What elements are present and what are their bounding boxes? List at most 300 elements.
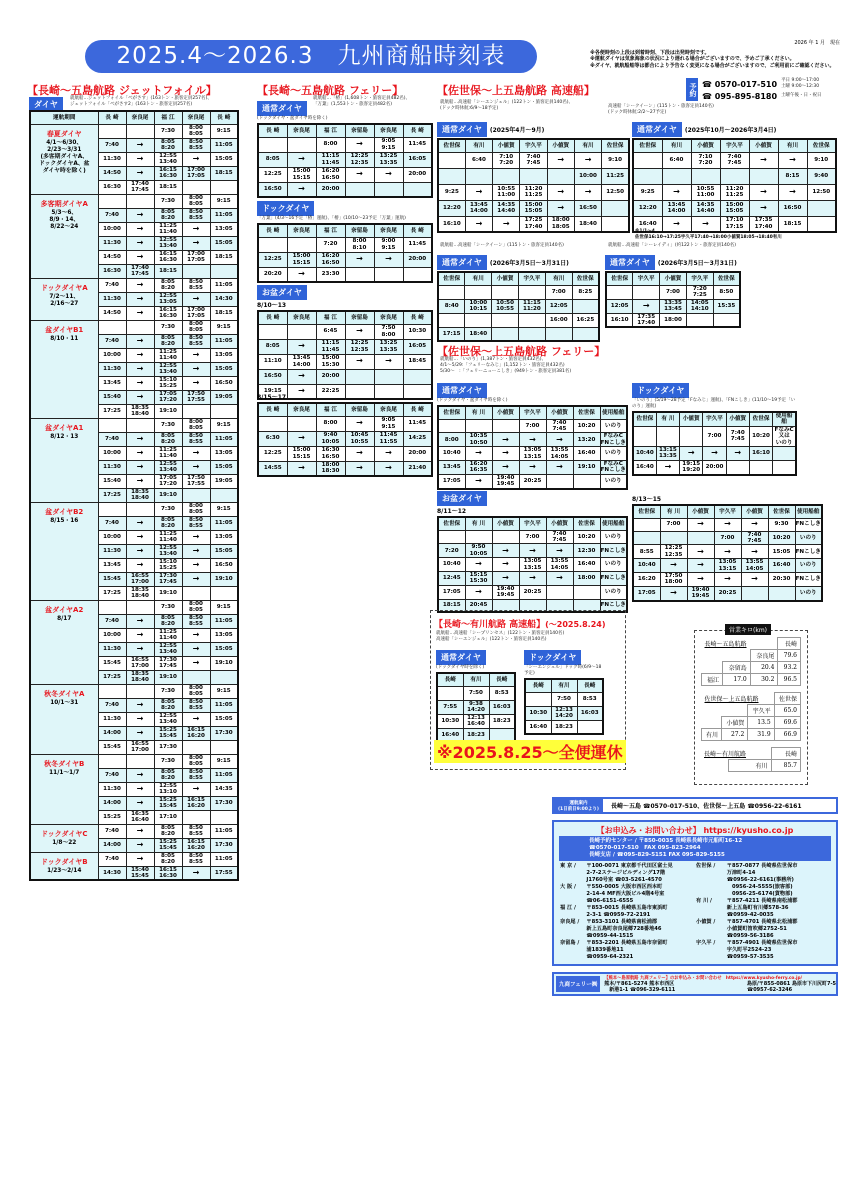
time-cell: 15:45 (98, 572, 126, 586)
arrow-cell: → (660, 586, 687, 600)
table-row (30, 852, 238, 866)
column-header: 有 川 (660, 505, 687, 518)
time-cell: 7:50 8:00 (374, 324, 403, 339)
time-cell: 8:55 (633, 545, 660, 559)
time-cell: 18:15 (210, 166, 238, 180)
period-cell (30, 320, 98, 418)
time-cell: 14:30 (210, 292, 238, 306)
arrow-cell: → (749, 184, 778, 200)
time-cell: 7:10 7:20 (691, 152, 720, 168)
note-2: ※運航ダイヤは気象海象の状況により遅れる場合がございますので、予めご了承ください。 (590, 56, 795, 62)
table-row (438, 460, 627, 474)
time-cell: 20:00 (703, 460, 726, 474)
time-cell: 10:30 (525, 706, 551, 720)
timetable (257, 223, 433, 283)
time-cell: 8:50 8:55 (182, 698, 210, 712)
time-cell: 13:05 13:15 (714, 559, 741, 573)
time-cell: 11:30 (98, 642, 126, 656)
time-cell (680, 426, 703, 446)
table-row (30, 320, 238, 334)
time-cell: 9:50 10:05 (465, 544, 492, 558)
arrow-cell: → (126, 628, 154, 642)
distance-section (701, 747, 801, 772)
column-header: 佐世保 (633, 139, 662, 152)
table-caption (257, 392, 433, 401)
arrow-cell: → (182, 362, 210, 376)
arrow-cell: → (126, 236, 154, 250)
table-row (633, 572, 822, 586)
arrow-cell: → (519, 571, 546, 585)
time-cell: 8:05 8:20 (154, 278, 182, 292)
time-cell: 14:30 (98, 866, 126, 880)
column-header: 長崎 (437, 673, 463, 686)
route-origin: 長崎 (771, 748, 800, 760)
service-info-label: 運航案内 (1日前日9:00より) (554, 799, 603, 812)
time-cell: 15:10 15:25 (154, 558, 182, 572)
arrow-cell: → (182, 656, 210, 670)
time-cell (606, 285, 633, 299)
table-row (438, 200, 629, 216)
office-name: 福 江 / (560, 905, 576, 911)
column-header: 佐世保 (606, 272, 633, 285)
table-row (438, 327, 599, 341)
column-header: 小値賀 (660, 272, 687, 285)
ferry-goto-block (257, 280, 433, 400)
time-cell: 16:30 (98, 264, 126, 278)
column-header: 小値賀 (547, 139, 574, 152)
period-cell (30, 852, 98, 880)
time-cell: 10:00 (98, 446, 126, 460)
time-cell: 12:13 14:20 (551, 706, 577, 720)
time-cell: 13:25 13:35 (374, 152, 403, 167)
time-cell: 22:25 (316, 384, 345, 399)
arrow-cell: → (574, 152, 601, 168)
time-cell (438, 285, 465, 299)
arrow-cell: → (687, 518, 714, 531)
kyushu-ferry-label: 九商フェリー㈱ (556, 976, 600, 992)
time-cell: 7:50 (463, 686, 489, 700)
arrow-cell: → (726, 447, 749, 461)
time-cell: 9:15 (210, 418, 238, 432)
time-cell: 10:00 10:15 (465, 299, 492, 313)
time-cell: 8:00 8:05 (182, 194, 210, 208)
time-cell: 8:50 (713, 285, 740, 299)
column-header: 有川 (574, 139, 601, 152)
time-cell: 9:15 (210, 194, 238, 208)
hs-sasebo-table-a (437, 117, 630, 233)
office-name: 奈良尾 / (560, 919, 580, 925)
office-address: 〒853-0015 長崎県五島市東浜町 2-3-1 ☎0959-72-2191 (586, 905, 668, 918)
column-header: 奈留島 (345, 403, 374, 416)
time-cell: 15:40 15:45 (126, 866, 154, 880)
time-cell: 7:40 7:45 (741, 531, 768, 545)
arrow-cell: → (519, 460, 546, 474)
time-cell: 10:20 (573, 530, 600, 544)
time-cell (437, 686, 463, 700)
time-cell (465, 313, 492, 327)
time-cell: 18:40 (465, 327, 492, 341)
period-name: ドックダイヤB (40, 857, 88, 866)
office-name: 佐世保 / (696, 863, 716, 869)
time-cell: 15:05 (210, 460, 238, 474)
time-cell: 13:05 (210, 222, 238, 236)
office-address: 〒857-4901 長崎県佐世保市 宇久町平2524-23 ☎0959-57-3535 (726, 940, 798, 960)
period-name: 春夏ダイヤ (46, 129, 82, 138)
hs-sasebo-table-d (605, 250, 741, 328)
dia-note: (ドックダイヤ時を除く) (436, 665, 485, 670)
time-cell (98, 124, 126, 138)
time-cell: 13:05 13:15 (519, 558, 546, 572)
time-cell (660, 531, 687, 545)
time-cell: 16:03 (489, 700, 515, 714)
time-cell: 16:20 16:35 (465, 460, 492, 474)
time-cell: 7:40 (98, 208, 126, 222)
arrow-cell: → (126, 152, 154, 166)
time-cell: 17:35 17:40 (749, 216, 778, 232)
arrow-cell: → (574, 184, 601, 200)
time-cell: 8:05 (258, 339, 287, 354)
time-cell: 18:15 (154, 180, 182, 194)
arrow-cell: → (662, 216, 691, 232)
time-cell (602, 200, 629, 216)
time-cell: 16:50 (574, 200, 601, 216)
time-cell: 12:13 16:40 (463, 714, 489, 728)
ferry-sasebo-obon-1 (437, 486, 628, 613)
time-cell: 10:40 (633, 447, 656, 461)
time-cell: 15:05 (210, 236, 238, 250)
time-cell: 21:40 (403, 461, 432, 476)
column-header: 宇久平 (520, 139, 547, 152)
time-cell: 10:40 (438, 447, 465, 461)
table-row (258, 416, 432, 431)
time-cell (287, 416, 316, 431)
time-cell (518, 313, 545, 327)
time-cell: 16:40 (573, 558, 600, 572)
header-row (438, 272, 599, 285)
arrow-cell: → (126, 292, 154, 306)
time-cell: 8:50 8:55 (182, 334, 210, 348)
time-cell: 19:10 (154, 586, 182, 600)
time-cell: 14:50 (98, 250, 126, 264)
time-cell: 15:25 (98, 810, 126, 824)
time-cell: 8:05 8:20 (154, 614, 182, 628)
header-row (437, 673, 515, 686)
distance-route-row (702, 693, 801, 705)
time-cell (572, 299, 599, 313)
arrow-cell: → (345, 446, 374, 461)
arrow-cell: → (492, 544, 519, 558)
issue-date: 2026 年 1 月 現在 (794, 40, 840, 46)
time-cell (633, 518, 660, 531)
office-name: 小値賀 / (696, 919, 716, 925)
phone-1 (702, 78, 819, 90)
time-cell: 13:55 14:05 (546, 447, 573, 461)
time-cell (662, 168, 691, 184)
office-row (695, 863, 831, 898)
time-cell: 10:20 (768, 531, 795, 545)
time-cell: 15:05 (768, 545, 795, 559)
arrow-cell: → (741, 518, 768, 531)
timetable (436, 672, 516, 743)
header-row (633, 139, 836, 152)
arrow-cell: → (182, 292, 210, 306)
time-cell: 13:45 (98, 558, 126, 572)
time-cell: 19:40 19:45 (687, 586, 714, 600)
time-cell (182, 264, 210, 278)
column-header: 小値賀 (492, 406, 519, 419)
time-cell: 19:15 19:20 (680, 460, 703, 474)
time-cell (493, 168, 520, 184)
time-cell: 18:35 18:40 (126, 404, 154, 418)
time-cell (492, 313, 519, 327)
table-row (438, 585, 627, 599)
distance-cell: 69.6 (774, 717, 800, 729)
time-cell (126, 418, 154, 432)
distance-table (694, 627, 808, 785)
period-dates: 1/8～22 (52, 839, 77, 846)
time-cell: 8:00 8:05 (182, 502, 210, 516)
time-cell: 10:00 (98, 628, 126, 642)
time-cell (656, 426, 679, 446)
table-caption (437, 486, 628, 515)
time-cell: 10:50 10:55 (492, 299, 519, 313)
column-header: 長崎 (489, 673, 515, 686)
table-row (258, 324, 432, 339)
timetable (257, 310, 433, 400)
ferry-goto-block (257, 392, 433, 477)
arrow-cell: → (182, 544, 210, 558)
time-cell: 9:15 (210, 684, 238, 698)
arikawa-title (434, 617, 606, 630)
time-cell: 16:40 (633, 216, 662, 232)
dia-badge: ドックダイヤ (524, 650, 581, 665)
time-cell (686, 313, 713, 327)
time-cell: 16:40 (768, 559, 795, 573)
time-cell: 7:10 7:20 (493, 152, 520, 168)
time-cell: 7:00 (519, 419, 546, 433)
column-header: 小値賀 (492, 517, 519, 530)
time-cell: 8:05 8:20 (154, 432, 182, 446)
time-cell: 12:55 13:40 (154, 712, 182, 726)
time-cell (720, 168, 749, 184)
time-cell (126, 194, 154, 208)
table-row (633, 518, 822, 531)
time-cell: 10:20 (573, 419, 600, 433)
column-header: 奈留島 (345, 311, 374, 324)
time-cell: FNこしき (600, 599, 627, 612)
time-cell: 12:50 (602, 184, 629, 200)
hs-ships-a: 就航船…高速船「シーエンジェル」(122トン・旅客定員140名)、 (ドック時休航:6/9～18予定) (440, 100, 573, 111)
time-cell (258, 416, 287, 431)
time-cell: 9:10 (602, 152, 629, 168)
time-cell: 17:10 17:15 (720, 216, 749, 232)
time-cell: 14:00 (98, 726, 126, 740)
arrow-cell: → (345, 354, 374, 369)
dia-badge: 通常ダイヤ (605, 255, 655, 270)
arrow-cell: → (126, 348, 154, 362)
arrow-cell: → (126, 838, 154, 852)
time-cell: 8:00 (438, 433, 465, 447)
arrow-cell: → (126, 432, 154, 446)
time-cell: 16:15 16:20 (182, 838, 210, 852)
column-header: 宇久平 (714, 505, 741, 518)
time-cell: 9:38 14:20 (463, 700, 489, 714)
column-header: 宇久平 (518, 272, 545, 285)
time-cell: 8:00 8:10 (345, 237, 374, 252)
time-cell (726, 460, 749, 474)
time-cell (98, 600, 126, 614)
period-cell (30, 684, 98, 754)
office-address: 〒857-4701 長崎県北松浦郡 小値賀町笛吹郷2752-51 ☎0959-56-3186 (726, 919, 798, 939)
contact-url[interactable]: https://kyusho.co.jp (703, 826, 794, 835)
time-cell (773, 460, 796, 474)
column-header: 小値賀 (691, 139, 720, 152)
office-row (559, 884, 695, 905)
time-cell: 11:25 11:40 (154, 348, 182, 362)
arrow-cell: → (182, 558, 210, 572)
time-cell (345, 369, 374, 384)
period-dates: 1/23～2/14 (47, 867, 82, 874)
table-caption (605, 250, 741, 270)
time-cell: 17:05 17:20 (154, 474, 182, 488)
time-cell (98, 754, 126, 768)
time-cell: 9:15 (210, 754, 238, 768)
arrow-cell: → (126, 306, 154, 320)
time-cell: 16:40 (525, 720, 551, 734)
time-cell: 17:30 (210, 726, 238, 740)
time-cell: いのり (795, 586, 822, 600)
time-cell (345, 182, 374, 197)
time-cell: 18:00 18:30 (316, 461, 345, 476)
time-cell: 7:30 (154, 684, 182, 698)
time-cell: 12:50 (807, 184, 836, 200)
time-cell: 8:00 8:05 (182, 754, 210, 768)
table-caption (257, 196, 433, 222)
time-cell: いのり (600, 585, 627, 599)
arrow-cell: → (714, 572, 741, 586)
office-row (559, 919, 695, 940)
column-header: 佐世保 (768, 505, 795, 518)
distance-cell (702, 705, 722, 717)
arrow-cell: → (126, 446, 154, 460)
time-cell: 15:00 15:15 (287, 252, 316, 267)
time-cell: 14:35 14:40 (691, 200, 720, 216)
time-cell (520, 168, 547, 184)
ferry-goto-ships: 就航船…「椿」(1,608トン・旅客定員482名)、 「万葉」(1,553トン・旅客定員482名) (313, 96, 410, 107)
time-cell: 8:53 (489, 686, 515, 700)
arrow-cell: → (126, 558, 154, 572)
distance-cell (701, 760, 714, 772)
time-cell: 16:55 17:00 (126, 572, 154, 586)
arrow-cell: → (126, 712, 154, 726)
arrow-cell: → (126, 376, 154, 390)
column-header: 佐世保 (438, 272, 465, 285)
time-cell: 15:40 (98, 474, 126, 488)
table-row (438, 313, 599, 327)
dia-note: 「万葉」(4/3～16予定「椿」運航)、「椿」(10/10～23予定「万葉」運航) (257, 216, 406, 221)
table-caption (437, 117, 630, 137)
time-cell: 11:05 (210, 334, 238, 348)
time-cell: 8:05 8:20 (154, 698, 182, 712)
time-cell (126, 124, 154, 138)
time-cell: 17:50 17:55 (182, 390, 210, 404)
time-cell (633, 426, 656, 446)
time-cell: 8:50 8:55 (182, 516, 210, 530)
time-cell: 16:20 16:50 (316, 252, 345, 267)
time-cell: 16:25 (572, 313, 599, 327)
time-cell: 17:50 18:00 (660, 572, 687, 586)
time-cell: 23:30 (316, 267, 345, 282)
time-cell: 8:05 8:20 (154, 334, 182, 348)
time-cell: 8:50 8:55 (182, 432, 210, 446)
column-header: 宇久平 (720, 139, 749, 152)
arrow-cell: → (703, 447, 726, 461)
column-header: 宇久平 (519, 406, 546, 419)
arrow-cell: → (126, 474, 154, 488)
time-cell: 15:25 15:45 (154, 726, 182, 740)
column-header: 長 崎 (403, 224, 432, 237)
phone-number[interactable]: ☎ 0570-017-510 (702, 79, 778, 89)
arrow-cell: → (492, 433, 519, 447)
time-cell: 20:00 (403, 446, 432, 461)
column-header: 佐世保 (713, 272, 740, 285)
arrow-cell: → (126, 698, 154, 712)
page-title: 2025.4～2026.3 九州商船時刻表 (85, 40, 537, 73)
time-cell (210, 488, 238, 502)
shimabara-office: 島原/〒855-0861 島原市下川尻町7-5 ☎0957-62-3246 (746, 981, 836, 993)
arrow-cell: → (519, 544, 546, 558)
time-cell (182, 670, 210, 684)
time-cell (98, 502, 126, 516)
time-cell: 9:15 (210, 600, 238, 614)
time-cell: 20:00 (316, 182, 345, 197)
period-dates: 8/15・16 (50, 517, 79, 524)
arrow-cell: → (182, 782, 210, 796)
time-cell: 7:40 7:45 (546, 419, 573, 433)
phone-number[interactable]: ☎ 095-895-8180 (702, 91, 778, 101)
time-cell: 14:50 (98, 166, 126, 180)
dia-note: (2025年10月～2026年3月4日) (684, 127, 777, 134)
column-header: 小値賀 (741, 505, 768, 518)
ferry-goto-block (257, 196, 433, 283)
column-header: 小値賀 (492, 272, 519, 285)
time-cell: 11:30 (98, 362, 126, 376)
time-cell: 12:55 13:10 (154, 782, 182, 796)
time-cell (492, 419, 519, 433)
time-cell: 9:00 9:15 (374, 237, 403, 252)
time-cell: 8:00 8:05 (182, 124, 210, 138)
time-cell: 18:15 (438, 599, 465, 612)
time-cell: 6:40 (662, 152, 691, 168)
arrow-cell: → (345, 324, 374, 339)
time-cell: 10:00 (98, 530, 126, 544)
time-cell: 15:25 15:45 (154, 796, 182, 810)
table-caption (436, 645, 516, 671)
time-cell: 8:00 (316, 416, 345, 431)
time-cell: FなみC FNこしき (600, 433, 626, 446)
timetable (632, 138, 837, 233)
time-cell: 7:40 (98, 516, 126, 530)
time-cell: 15:05 (210, 712, 238, 726)
arrow-cell: → (182, 152, 210, 166)
time-cell: 11:05 (210, 824, 238, 838)
arrow-cell: → (656, 460, 679, 474)
time-cell: 17:30 (210, 838, 238, 852)
time-cell: 11:25 11:40 (154, 530, 182, 544)
table-row (525, 720, 603, 734)
office-address: 〒857-4211 長崎県南松浦郡 新上五島町有川郷578-36 ☎0959-42-0035 (726, 898, 798, 918)
column-header: 奈留島 (345, 224, 374, 237)
